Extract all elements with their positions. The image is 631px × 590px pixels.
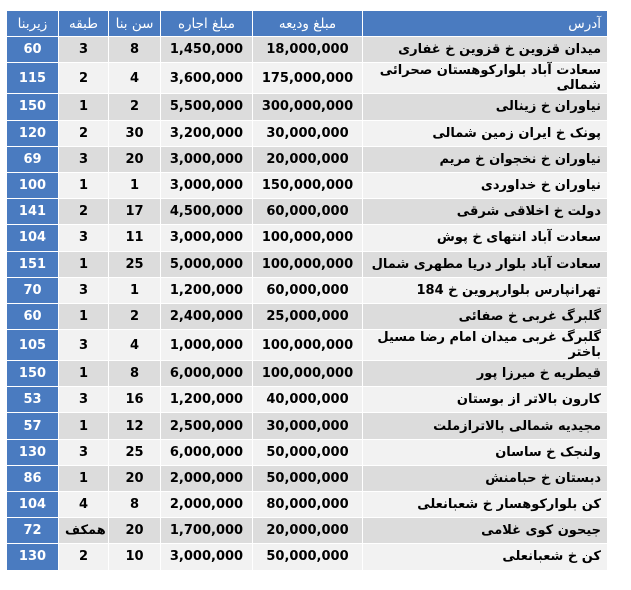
table-row (7, 172, 608, 198)
table-row (7, 387, 608, 413)
cell-area: 150 (7, 94, 59, 120)
table-row (7, 277, 608, 303)
table-row (7, 361, 608, 387)
cell-deposit: 100,000,000 (253, 330, 363, 361)
cell-age: 1 (109, 277, 161, 303)
rental-listing-table (6, 10, 608, 571)
cell-deposit: 50,000,000 (253, 544, 363, 570)
cell-age: 2 (109, 94, 161, 120)
cell-area: 57 (7, 413, 59, 439)
cell-address: کارون بالاتر از بوستان (363, 387, 608, 413)
cell-rent: 1,450,000 (161, 37, 253, 63)
table-row (7, 199, 608, 225)
cell-deposit: 20,000,000 (253, 146, 363, 172)
cell-address: قیطریه خ میرزا پور (363, 361, 608, 387)
cell-rent: 5,500,000 (161, 94, 253, 120)
cell-floor: 3 (59, 387, 109, 413)
cell-address: سعادت آباد بلوار دریا مطهری شمال (363, 251, 608, 277)
cell-age: 8 (109, 37, 161, 63)
cell-rent: 1,000,000 (161, 330, 253, 361)
table-row (7, 330, 608, 361)
header-row (7, 11, 608, 37)
cell-floor: 1 (59, 94, 109, 120)
cell-address: دبستان خ حبامنش (363, 465, 608, 491)
cell-floor: 3 (59, 277, 109, 303)
cell-area: 150 (7, 361, 59, 387)
header-age: سن بنا (109, 11, 161, 37)
cell-area: 70 (7, 277, 59, 303)
rental-listing-table-wrapper (6, 10, 607, 571)
cell-area: 53 (7, 387, 59, 413)
cell-rent: 2,000,000 (161, 492, 253, 518)
cell-age: 20 (109, 518, 161, 544)
cell-floor: 2 (59, 120, 109, 146)
cell-age: 16 (109, 387, 161, 413)
cell-address: نیاوران خ خداوردی (363, 172, 608, 198)
cell-age: 4 (109, 63, 161, 94)
cell-rent: 6,000,000 (161, 361, 253, 387)
cell-address: پونک خ ایران زمین شمالی (363, 120, 608, 146)
cell-address: گلبرگ غربی میدان امام رضا مسیل باختر (363, 330, 608, 361)
cell-floor: 1 (59, 303, 109, 329)
cell-area: 72 (7, 518, 59, 544)
cell-area: 86 (7, 465, 59, 491)
table-row (7, 492, 608, 518)
cell-address: کن خ شعبانعلی (363, 544, 608, 570)
cell-deposit: 100,000,000 (253, 251, 363, 277)
cell-deposit: 50,000,000 (253, 439, 363, 465)
cell-area: 151 (7, 251, 59, 277)
cell-deposit: 150,000,000 (253, 172, 363, 198)
cell-deposit: 60,000,000 (253, 199, 363, 225)
cell-floor: 2 (59, 544, 109, 570)
table-row (7, 94, 608, 120)
cell-deposit: 80,000,000 (253, 492, 363, 518)
cell-deposit: 40,000,000 (253, 387, 363, 413)
cell-floor: 1 (59, 413, 109, 439)
table-row (7, 225, 608, 251)
table-row (7, 413, 608, 439)
cell-rent: 3,200,000 (161, 120, 253, 146)
cell-area: 104 (7, 492, 59, 518)
cell-age: 8 (109, 361, 161, 387)
cell-rent: 3,000,000 (161, 544, 253, 570)
cell-rent: 3,600,000 (161, 63, 253, 94)
cell-deposit: 30,000,000 (253, 413, 363, 439)
cell-area: 130 (7, 439, 59, 465)
cell-address: گلبرگ غربی خ صفائی (363, 303, 608, 329)
cell-address: جیحون کوی غلامی (363, 518, 608, 544)
cell-address: سعادت آباد انتهای خ پوش (363, 225, 608, 251)
cell-deposit: 25,000,000 (253, 303, 363, 329)
cell-area: 104 (7, 225, 59, 251)
cell-age: 11 (109, 225, 161, 251)
table-row (7, 465, 608, 491)
cell-address: ولنجک خ ساسان (363, 439, 608, 465)
cell-address: سعادت آباد بلوارکوهستان صحرائی شمالی (363, 63, 608, 94)
cell-area: 69 (7, 146, 59, 172)
cell-age: 20 (109, 465, 161, 491)
cell-rent: 2,400,000 (161, 303, 253, 329)
cell-floor: 2 (59, 199, 109, 225)
cell-deposit: 100,000,000 (253, 361, 363, 387)
cell-age: 4 (109, 330, 161, 361)
cell-area: 115 (7, 63, 59, 94)
cell-floor: 3 (59, 225, 109, 251)
cell-area: 100 (7, 172, 59, 198)
header-rent: مبلغ اجاره (161, 11, 253, 37)
cell-deposit: 100,000,000 (253, 225, 363, 251)
table-body (7, 37, 608, 570)
cell-rent: 1,200,000 (161, 277, 253, 303)
cell-address: میدان قزوین خ قزوین خ غفاری (363, 37, 608, 63)
table-row (7, 63, 608, 94)
cell-address: مجیدیه شمالی بالاترازملت (363, 413, 608, 439)
cell-age: 25 (109, 439, 161, 465)
cell-rent: 3,000,000 (161, 146, 253, 172)
cell-deposit: 300,000,000 (253, 94, 363, 120)
cell-area: 60 (7, 303, 59, 329)
table-row (7, 120, 608, 146)
cell-rent: 6,000,000 (161, 439, 253, 465)
cell-address: کن بلوارکوهسار خ شعبانعلی (363, 492, 608, 518)
cell-age: 12 (109, 413, 161, 439)
cell-deposit: 60,000,000 (253, 277, 363, 303)
cell-floor: همکف (59, 518, 109, 544)
cell-rent: 2,500,000 (161, 413, 253, 439)
cell-age: 20 (109, 146, 161, 172)
cell-area: 60 (7, 37, 59, 63)
cell-floor: 4 (59, 492, 109, 518)
cell-rent: 4,500,000 (161, 199, 253, 225)
cell-age: 10 (109, 544, 161, 570)
cell-area: 105 (7, 330, 59, 361)
cell-age: 2 (109, 303, 161, 329)
cell-floor: 2 (59, 63, 109, 94)
cell-age: 8 (109, 492, 161, 518)
table-row (7, 146, 608, 172)
table-row (7, 544, 608, 570)
cell-rent: 2,000,000 (161, 465, 253, 491)
cell-age: 25 (109, 251, 161, 277)
cell-rent: 3,000,000 (161, 225, 253, 251)
cell-floor: 1 (59, 172, 109, 198)
cell-deposit: 50,000,000 (253, 465, 363, 491)
cell-floor: 3 (59, 439, 109, 465)
cell-address: دولت خ اخلاقی شرقی (363, 199, 608, 225)
cell-age: 17 (109, 199, 161, 225)
table-row (7, 251, 608, 277)
cell-rent: 5,000,000 (161, 251, 253, 277)
cell-deposit: 20,000,000 (253, 518, 363, 544)
cell-deposit: 30,000,000 (253, 120, 363, 146)
cell-area: 120 (7, 120, 59, 146)
header-area: زیربنا (7, 11, 59, 37)
cell-rent: 1,200,000 (161, 387, 253, 413)
cell-address: نیاوران خ زینالی (363, 94, 608, 120)
header-deposit: مبلغ ودیعه (253, 11, 363, 37)
cell-address: تهرانپارس بلوارپروین خ 184 (363, 277, 608, 303)
cell-area: 130 (7, 544, 59, 570)
cell-floor: 1 (59, 251, 109, 277)
table-row (7, 518, 608, 544)
cell-age: 1 (109, 172, 161, 198)
cell-rent: 3,000,000 (161, 172, 253, 198)
cell-floor: 1 (59, 361, 109, 387)
cell-floor: 3 (59, 146, 109, 172)
header-floor: طبقه (59, 11, 109, 37)
cell-address: نیاوران خ نخجوان خ مریم (363, 146, 608, 172)
cell-floor: 3 (59, 37, 109, 63)
table-row (7, 303, 608, 329)
cell-age: 30 (109, 120, 161, 146)
cell-deposit: 175,000,000 (253, 63, 363, 94)
table-row (7, 37, 608, 63)
cell-area: 141 (7, 199, 59, 225)
cell-deposit: 18,000,000 (253, 37, 363, 63)
cell-rent: 1,700,000 (161, 518, 253, 544)
cell-floor: 1 (59, 465, 109, 491)
cell-floor: 3 (59, 330, 109, 361)
header-address: آدرس (363, 11, 608, 37)
table-row (7, 439, 608, 465)
